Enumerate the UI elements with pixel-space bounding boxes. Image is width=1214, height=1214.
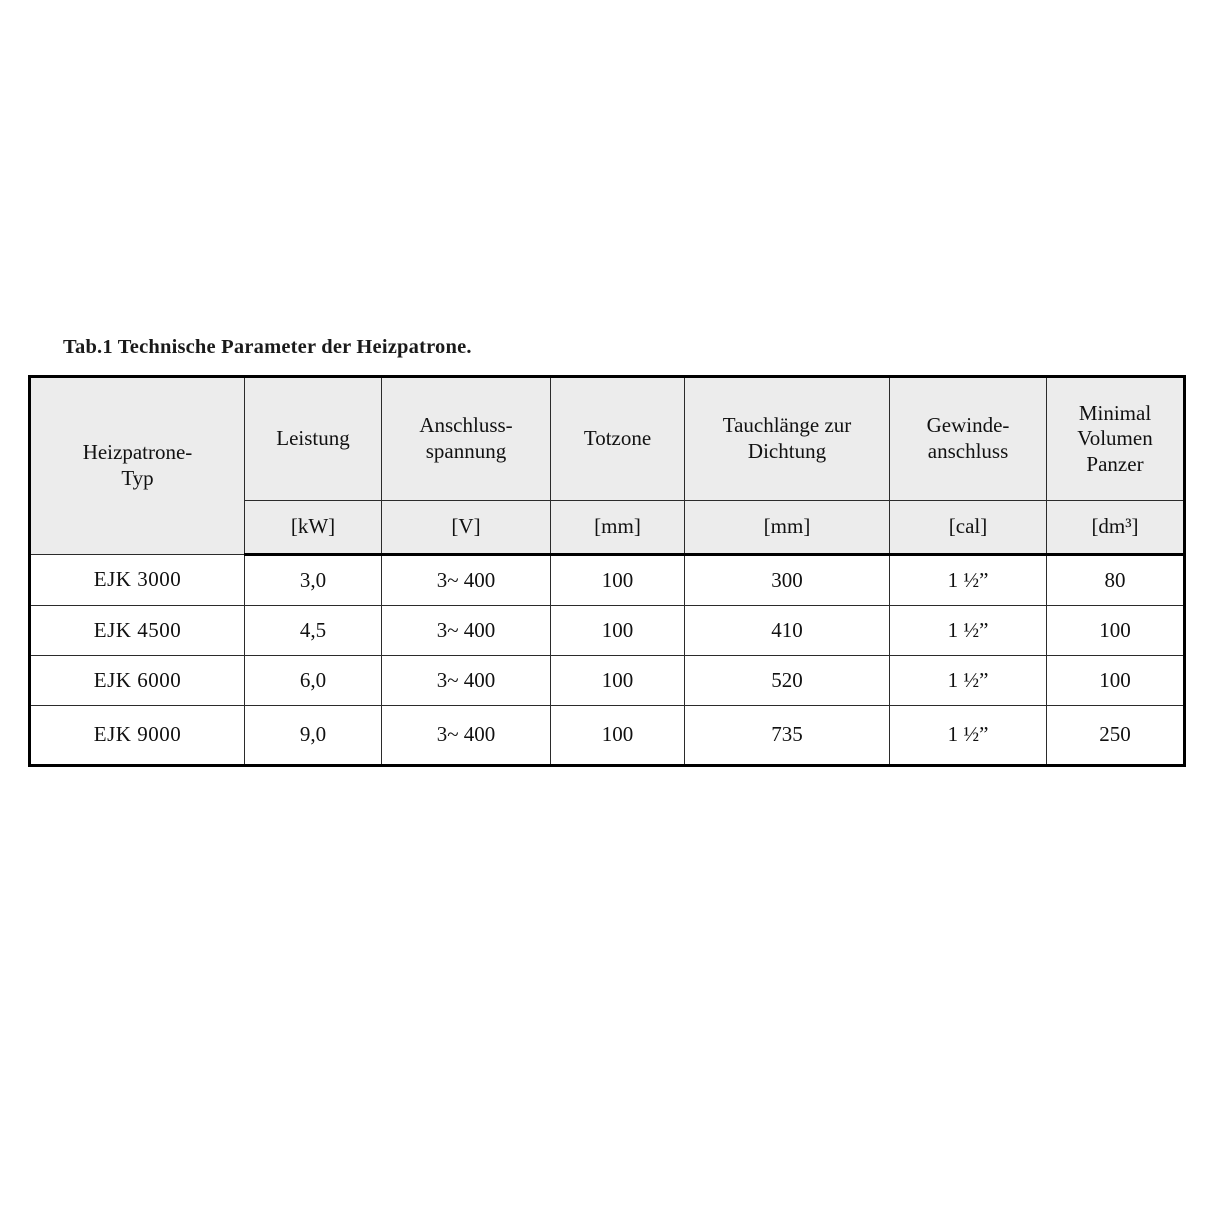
cell-deadzone: 100 bbox=[551, 706, 685, 766]
table-caption: Tab.1 Technische Parameter der Heizpatrone. bbox=[63, 336, 472, 358]
header-deadzone-line1: Totzone bbox=[583, 426, 652, 451]
cell-power: 4,5 bbox=[245, 606, 382, 656]
table-row bbox=[30, 656, 1185, 706]
cell-immersion-length: 410 bbox=[685, 606, 890, 656]
cell-min-volume: 100 bbox=[1047, 656, 1185, 706]
cell-type: EJK 3000 bbox=[30, 555, 245, 606]
unit-cell-thread: [cal] bbox=[890, 501, 1047, 555]
cell-immersion-length: 735 bbox=[685, 706, 890, 766]
spec-table-container bbox=[28, 375, 1183, 767]
header-volume-line3: Panzer bbox=[1086, 451, 1144, 476]
cell-deadzone: 100 bbox=[551, 656, 685, 706]
header-cell-deadzone bbox=[551, 377, 685, 501]
header-type-line2: Typ bbox=[121, 466, 154, 490]
header-cell-type bbox=[30, 377, 245, 555]
header-cell-thread bbox=[890, 377, 1047, 501]
cell-thread: 1 ½” bbox=[890, 656, 1047, 706]
cell-deadzone: 100 bbox=[551, 555, 685, 606]
cell-power: 6,0 bbox=[245, 656, 382, 706]
unit-cell-deadzone: [mm] bbox=[551, 501, 685, 555]
table-header bbox=[30, 377, 1185, 555]
cell-type: EJK 9000 bbox=[30, 706, 245, 766]
table-row bbox=[30, 555, 1185, 606]
cell-thread: 1 ½” bbox=[890, 706, 1047, 766]
unit-cell-power: [kW] bbox=[245, 501, 382, 555]
header-voltage-line1: Anschluss- bbox=[419, 413, 513, 438]
cell-immersion-length: 300 bbox=[685, 555, 890, 606]
header-cell-voltage bbox=[382, 377, 551, 501]
header-cell-immersion-length bbox=[685, 377, 890, 501]
header-cell-power bbox=[245, 377, 382, 501]
cell-min-volume: 100 bbox=[1047, 606, 1185, 656]
header-titles-row bbox=[30, 377, 1185, 501]
unit-cell-min-volume: [dm³] bbox=[1047, 501, 1185, 555]
header-immersion-line2: Dichtung bbox=[747, 439, 827, 463]
cell-voltage: 3~ 400 bbox=[382, 606, 551, 656]
cell-immersion-length: 520 bbox=[685, 656, 890, 706]
technical-parameters-table bbox=[28, 375, 1186, 767]
cell-min-volume: 250 bbox=[1047, 706, 1185, 766]
cell-power: 9,0 bbox=[245, 706, 382, 766]
cell-voltage: 3~ 400 bbox=[382, 555, 551, 606]
header-voltage-line2: spannung bbox=[425, 439, 507, 463]
unit-cell-immersion-length: [mm] bbox=[685, 501, 890, 555]
header-power-line1: Leistung bbox=[276, 426, 350, 451]
cell-min-volume: 80 bbox=[1047, 555, 1185, 606]
header-type-line1: Heizpatrone- bbox=[82, 440, 193, 465]
header-volume-line1: Minimal bbox=[1078, 400, 1152, 425]
cell-power: 3,0 bbox=[245, 555, 382, 606]
cell-type: EJK 4500 bbox=[30, 606, 245, 656]
header-thread-line1: Gewinde- bbox=[926, 413, 1010, 438]
header-volume-line2: Volumen bbox=[1077, 426, 1153, 451]
cell-type: EJK 6000 bbox=[30, 656, 245, 706]
header-thread-line2: anschluss bbox=[927, 439, 1009, 463]
table-row bbox=[30, 606, 1185, 656]
cell-deadzone: 100 bbox=[551, 606, 685, 656]
header-cell-min-volume bbox=[1047, 377, 1185, 501]
cell-thread: 1 ½” bbox=[890, 606, 1047, 656]
cell-voltage: 3~ 400 bbox=[382, 656, 551, 706]
header-immersion-line1: Tauchlänge zur bbox=[722, 413, 852, 438]
table-body bbox=[30, 555, 1185, 766]
cell-thread: 1 ½” bbox=[890, 555, 1047, 606]
unit-cell-voltage: [V] bbox=[382, 501, 551, 555]
cell-voltage: 3~ 400 bbox=[382, 706, 551, 766]
table-row bbox=[30, 706, 1185, 766]
